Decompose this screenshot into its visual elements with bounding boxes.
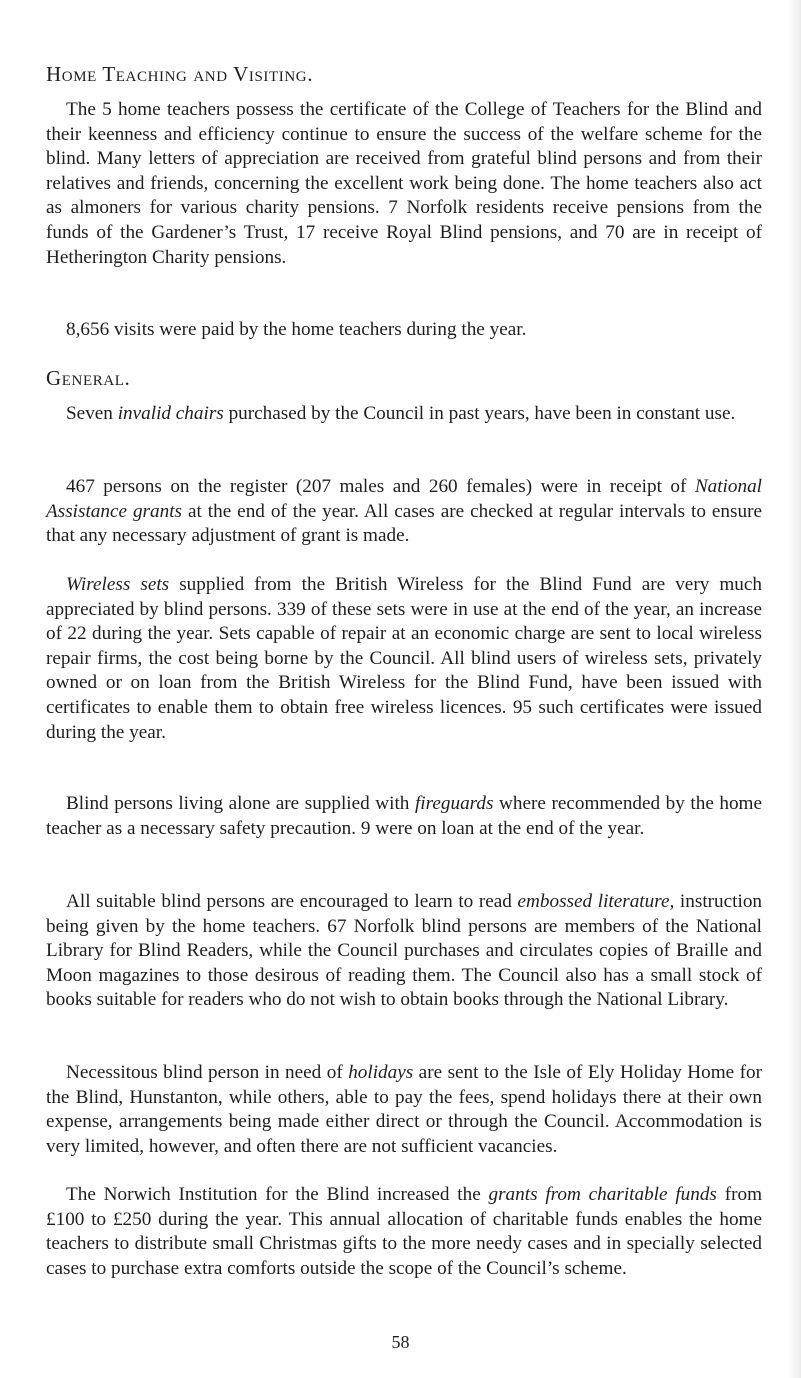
paragraph-national-assistance <box>46 475 762 549</box>
text-run: are sent to the Isle of Ely Holiday Home for the Blind, Hunstanton, while others, able to pay the fees, spend holidays there at their own expense, arrangements being made either direct or through the Council. Accommodation is very limited, however, and often there are not sufficient vacancies. <box>46 1062 762 1157</box>
text-run: The 5 home teachers possess the certificate of the College of Teachers for the Blind and their keenness and efficiency continue to ensure the success of the welfare scheme for the blind. Many letters of appreciation are received from grateful blind persons and from their relatives and friends, concerning the excellent work being done. The home teachers also act as almoners for various charity pensions. 7 Norfolk residents receive pensions from the funds of the Gardener’s Trust, 17 receive Royal Blind pensions, and 70 are in receipt of Hetherington Charity pensions. <box>46 99 762 268</box>
emphasis-text: National Assistance grants <box>46 476 762 522</box>
text-run: instruction being given by the home teachers. 67 Norfolk blind persons are members of the National Library for Blind Readers, while the Council purchases and circulates copies of Braille and Moon magazines to those desirous of reading them. The Council also has a small stock of books suitable for readers who do not wish to obtain books through the National Library. <box>46 891 763 1011</box>
emphasis-text: embossed literature, <box>517 891 675 912</box>
page-number: 58 <box>391 1332 410 1352</box>
paragraph-wireless-sets <box>46 573 762 745</box>
emphasis-text: invalid chairs <box>117 403 224 424</box>
text-run: from £100 to £250 during the year. This annual allocation of charitable funds enables the home teachers to distribute small Christmas gifts to the more needy cases and in specially selected cases to purchase extra comforts outside the scope of the Council’s scheme. <box>46 1184 762 1279</box>
paragraph-invalid-chairs <box>46 402 762 427</box>
paragraph-embossed-literature <box>46 890 762 1013</box>
text-run: All suitable blind persons are encouraged to learn to read <box>66 891 518 912</box>
text-run: Necessitous blind person in need of <box>66 1062 349 1083</box>
text-run: Seven <box>66 403 118 424</box>
paragraph-charitable-grants <box>46 1183 762 1281</box>
text-run: where recommended by the home teacher as a necessary safety precaution. 9 were on loan at the end of the year. <box>46 793 763 839</box>
text-run: 467 persons on the register (207 males and 260 females) were in receipt of <box>66 476 695 497</box>
text-run: Blind persons living alone are supplied with <box>66 793 415 814</box>
text-run: The Norwich Institution for the Blind increased the <box>66 1184 489 1205</box>
text-run: 8,656 visits were paid by the home teachers during the year. <box>66 319 527 340</box>
section-heading-general: General. <box>46 366 131 390</box>
text-run: supplied from the British Wireless for the Blind Fund are very much appreciated by blind persons. 339 of these sets were in use at the end of the year, an increase of 22 during the year. Sets capable of repair at an economic charge are sent to local wireless repair firms, the cost being borne by the Council. All blind users of wireless sets, privately owned or on loan from the British Wireless for the Blind Fund, have been issued with certificates to enable them to obtain free wireless licences. 95 such certificates were issued during the year. <box>46 574 762 743</box>
emphasis-text: holidays <box>348 1062 414 1083</box>
page-edge-shadow <box>787 0 801 1378</box>
paragraph-home-teachers <box>46 98 762 270</box>
emphasis-text: Wireless sets <box>66 574 170 595</box>
paragraph-fireguards <box>46 792 762 841</box>
paragraph-visits <box>46 318 762 343</box>
text-run: purchased by the Council in past years, have been in constant use. <box>223 403 736 424</box>
emphasis-text: fireguards <box>414 793 494 814</box>
text-run: at the end of the year. All cases are checked at regular intervals to ensure that any necessary adjustment of grant is made. <box>46 500 762 547</box>
section-heading-home-teaching: Home Teaching and Visiting. <box>46 62 314 86</box>
paragraph-holidays <box>46 1061 762 1159</box>
emphasis-text: grants from charitable funds <box>488 1184 717 1205</box>
